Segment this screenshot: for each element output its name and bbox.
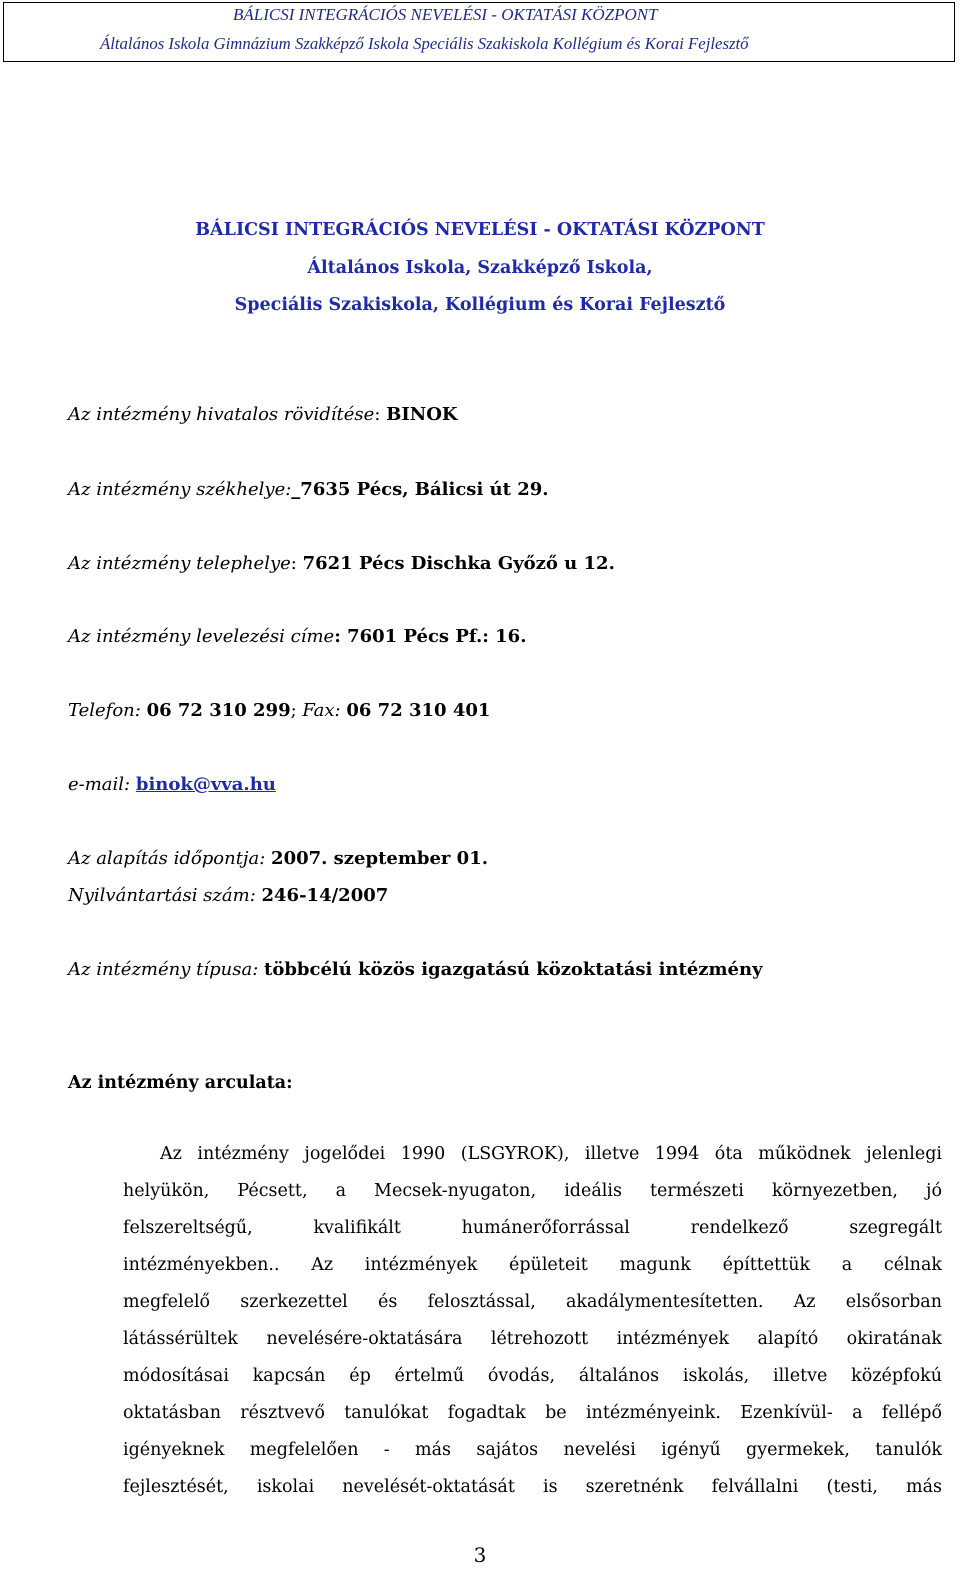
email-row xyxy=(68,774,276,795)
founded-value: 2007. szeptember 01. xyxy=(271,848,488,869)
mailing-address-row xyxy=(68,626,526,647)
title-line-3: Speciális Szakiskola, Kollégium és Korai Fejlesztő xyxy=(234,295,726,315)
founded-label: Az alapítás időpontja: xyxy=(68,848,266,869)
fax-value: 06 72 310 401 xyxy=(346,700,491,721)
page-number: 3 xyxy=(473,1543,487,1567)
registration-value: 246-14/2007 xyxy=(261,885,389,906)
seat-row xyxy=(68,479,549,500)
profile-line: fejlesztését, iskolai nevelését-oktatását is szeretnénk felvállalni (testi, más xyxy=(123,1477,942,1497)
profile-line: intézményekben.. Az intézmények épületeit magunk építtettük a célnak xyxy=(123,1255,942,1275)
seat-label: Az intézmény székhelye: xyxy=(68,479,292,500)
profile-line: igényeknek megfelelően - más sajátos nevelési igényű gyermekek, tanulók xyxy=(123,1440,942,1460)
profile-line: felszereltségű, kvalifikált humánerőforrással rendelkező szegregált xyxy=(123,1218,942,1238)
header-institution-units: Általános Iskola Gimnázium Szakképző Iskola Speciális Szakiskola Kollégium és Korai Fejlesztő xyxy=(100,34,749,53)
site-value: 7621 Pécs Dischka Győző u 12. xyxy=(302,553,615,574)
mailing-address-label: Az intézmény levelezési címe xyxy=(68,626,335,647)
site-row xyxy=(68,553,615,574)
profile-line: látássérültek nevelésére-oktatására létrehozott intézmények alapító okiratának xyxy=(123,1329,942,1349)
type-label: Az intézmény típusa: xyxy=(68,959,259,980)
header-institution-name: BÁLICSI INTEGRÁCIÓS NEVELÉSI - OKTATÁSI KÖZPONT xyxy=(233,5,658,24)
site-label: Az intézmény telephelye xyxy=(68,553,291,574)
title-line-2: Általános Iskola, Szakképző Iskola, xyxy=(307,258,653,278)
profile-line: helyükön, Pécsett, a Mecsek-nyugaton, ideális természeti környezetben, jó xyxy=(123,1181,942,1201)
running-header xyxy=(3,2,955,62)
email-label: e-mail: xyxy=(68,774,131,795)
phone-fax-row xyxy=(68,700,490,721)
abbreviation-label: Az intézmény hivatalos rövidítése xyxy=(68,404,375,425)
email-link[interactable]: binok@vva.hu xyxy=(135,774,276,795)
phone-label: Telefon: xyxy=(68,700,141,721)
phone-value: 06 72 310 299 xyxy=(146,700,291,721)
profile-line: módosításai kapcsán ép értelmű óvodás, általános iskolás, illetve középfokú xyxy=(123,1366,942,1386)
fax-label: Fax: xyxy=(302,700,341,721)
profile-line: megfelelő szerkezettel és felosztással, akadálymentesítetten. Az elsősorban xyxy=(123,1292,942,1312)
mailing-address-value: : 7601 Pécs Pf.: 16. xyxy=(334,626,527,647)
seat-value: _7635 Pécs, Bálicsi út 29. xyxy=(291,479,549,500)
registration-row xyxy=(68,885,388,906)
title-line-1: BÁLICSI INTEGRÁCIÓS NEVELÉSI - OKTATÁSI KÖZPONT xyxy=(195,220,765,240)
type-value: többcélú közös igazgatású közoktatási intézmény xyxy=(264,959,763,980)
abbreviation-row xyxy=(68,404,458,425)
site-separator: : xyxy=(290,553,303,574)
abbreviation-value: BINOK xyxy=(386,404,458,425)
profile-line: Az intézmény jogelődei 1990 (LSGYROK), illetve 1994 óta működnek jelenlegi xyxy=(160,1144,942,1164)
profile-heading: Az intézmény arculata: xyxy=(68,1073,293,1093)
profile-line: oktatásban résztvevő tanulókat fogadtak be intézményeink. Ezenkívül- a fellépő xyxy=(123,1403,942,1423)
abbreviation-separator: : xyxy=(374,404,387,425)
type-row xyxy=(68,959,763,980)
founded-row xyxy=(68,848,488,869)
phone-separator: ; xyxy=(290,700,303,721)
registration-label: Nyilvántartási szám: xyxy=(68,885,256,906)
